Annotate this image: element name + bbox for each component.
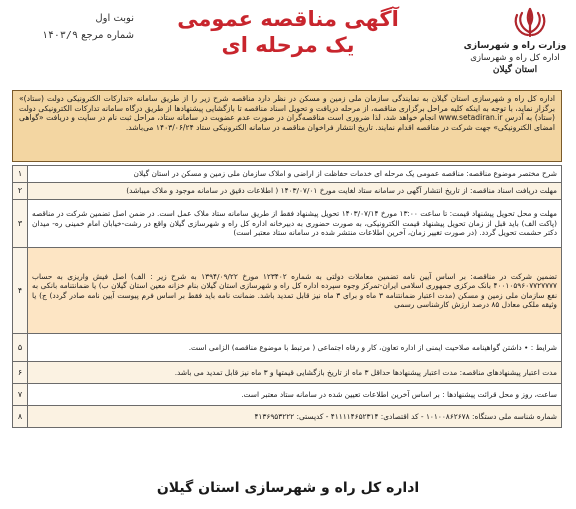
table-row xyxy=(13,334,562,362)
org-line1: وزارت راه و شهرسازی xyxy=(463,41,567,51)
row-text: شماره شناسه ملی دستگاه: ۱۰۱۰۰۸۶۲۶۷۸ - کد اقتصادی: ۴۱۱۱۱۴۶۵۲۳۱۴ - کدپستی: ۴۱۳۶۹۵۳۲۲۲ xyxy=(28,406,562,428)
title-line1: آگهی مناقصه عمومی xyxy=(177,7,399,31)
footer-signature: اداره کل راه و شهرسازی استان گیلان xyxy=(156,480,420,496)
row-number: ۴ xyxy=(13,248,28,334)
table-row xyxy=(13,200,562,248)
row-number: ۲ xyxy=(13,183,28,200)
row-number: ۱ xyxy=(13,166,28,183)
row-number: ۶ xyxy=(13,362,28,384)
row-number: ۵ xyxy=(13,334,28,362)
org-line2: اداره کل راه و شهرسازی xyxy=(470,53,560,63)
iran-emblem-icon xyxy=(512,6,548,38)
row-text: ساعت، روز و محل قرائت پیشنهادها : بر اساس آخرین اطلاعات تعیین شده در سامانه ستاد معتبر است. xyxy=(28,384,562,406)
row-number: ۸ xyxy=(13,406,28,428)
intro-paragraph: اداره کل راه و شهرسازی استان گیلان به نمایندگی سازمان ملی زمین و مسکن در نظر دارد مناقصه شرح زیر را از طریق سامانه «تدارکات الکترونیکی دولت (ستاد)» برگزار نماید، با توجه به اینکه کلیه مراحل برگزاری مناقصه، از مرحله دریافت و تحویل اسناد مناقصه تا بازگشایی پیشنهادها از طریق درگاه سامانه تدارکات الکترونیکی دولت (ستاد) به آدرس www.setadiran.ir انجام خواهد شد، لذا ضروری است مناقصه‌گران در صورت عدم عضویت در سامانه ستاد، مراحل ثبت نام در سایت و دریافت «گواهی امضای الکترونیکی» جهت شرکت در مناقصه اقدام نمایند. تاریخ انتشار فراخوان مناقصه در سامانه الکترونیکی ستاد ۱۴۰۳/۰۶/۲۴ می‌باشد. xyxy=(12,90,562,162)
ref-label: شماره مرجع xyxy=(81,30,134,41)
turn-label: نوبت اول xyxy=(95,13,134,24)
row-text: مدت اعتبار پیشنهادهای مناقصه: مدت اعتبار پیشنهادها حداقل ۳ ماه از تاریخ بازگشایی قیمتها و ۳ ماه نیز قابل تمدید می باشد. xyxy=(28,362,562,384)
organization-name xyxy=(460,40,570,76)
row-text: مهلت و محل تحویل پیشنهاد قیمت: تا ساعت ۱۳:۰۰ مورخ ۱۴۰۳/۰۷/۱۴ تحویل پیشنهاد فقط از طریق سامانه ستاد ملاک عمل است. در ضمن اصل تضمین شرکت در مناقصه (پاکت الف) باید قبل از زمان تحویل پیشنهاد قیمت الکترونیکی، به صورت حضوری به دبیرخانه اداره کل راه و شهرسازی گیلان واقع در رشت-خیابان امام خمینی ره- میدان دکتر حشمت تحویل گردد. (در صورت تغییر زمان، آخرین اطلاعات منتشر شده در سامانه ستاد معتبر است) xyxy=(28,200,562,248)
ad-title xyxy=(150,6,426,58)
table-row xyxy=(13,362,562,384)
ad-header xyxy=(0,0,576,90)
row-text: شرح مختصر موضوع مناقصه: مناقصه عمومی یک مرحله ای خدمات حفاظت از اراضی و املاک سازمان ملی زمین و مسکن در استان گیلان xyxy=(28,166,562,183)
table-row xyxy=(13,183,562,200)
row-text: تضمین شرکت در مناقصه: بر اساس آیین نامه تضمین معاملات دولتی به شماره ۱۲۳۴۰۲ مورخ ۱۳۹۴/۰۹/۲۲ به شرح زیر : الف) اصل فیش واریزی به حساب ۴۰۰۱۰۵۹۶۰۷۷۲۷۷۷۷ بانک مرکزی جمهوری اسلامی ایران-تمرکز وجوه سپرده اداره کل راه و شهرسازی استان گیلان بنام خزانه معین استان گیلان ب) یا ضمانتنامه بانکی به نفع سازمان ملی زمین و مسکن (مدت اعتبار ضمانتنامه ۳ ماه و برای ۳ ماه نیز قابل تمدید باشد. ضمانت نامه باید فقط بر اساس فرم پیوست آیین نامه صادر گردد) ج) یا وثیقه ملکی معادل ۸۵ درصد ارزش کارشناسی رسمی xyxy=(28,248,562,334)
row-text: مهلت دریافت اسناد مناقصه: از تاریخ انتشار آگهی در سامانه ستاد لغایت مورخ ۱۴۰۳/۰۷/۰۱ ( اطلاعات دقیق در سامانه موجود و ملاک میباشد) xyxy=(28,183,562,200)
table-row xyxy=(13,406,562,428)
org-line3: استان گیلان xyxy=(492,65,538,75)
row-text: شرایط : • داشتن گواهینامه صلاحیت ایمنی از اداره تعاون، کار و رفاه اجتماعی ( مرتبط با موضوع مناقصه) الزامی است. xyxy=(28,334,562,362)
title-line2: یک مرحله ای xyxy=(221,33,355,57)
row-number: ۳ xyxy=(13,200,28,248)
table-row xyxy=(13,384,562,406)
reference-line xyxy=(14,27,134,44)
ref-number: ۱۴۰۳/۹ xyxy=(41,30,78,41)
row-number: ۷ xyxy=(13,384,28,406)
tender-details-table xyxy=(12,165,562,428)
table-row xyxy=(13,166,562,183)
ad-meta xyxy=(14,10,134,44)
table-row xyxy=(13,248,562,334)
